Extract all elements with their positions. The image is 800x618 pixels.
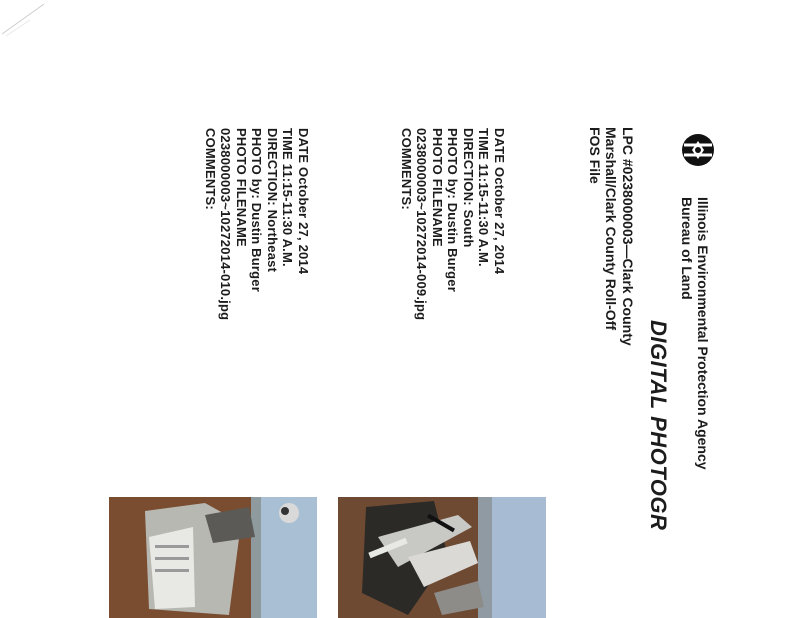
photo-filename-label: PHOTO FILENAME — [234, 128, 249, 247]
photo-comments: COMMENTS: — [399, 128, 414, 210]
photo-filename: 0238000003~10272014-009.jpg — [414, 128, 430, 321]
site-file: FOS File — [587, 127, 603, 184]
photo-time: TIME 11:15-11:30 A.M. — [280, 128, 296, 267]
photo-2-image — [109, 497, 317, 618]
agency-header — [679, 197, 711, 470]
photo-by: PHOTO by: Dustin Burger — [249, 128, 265, 292]
photo-filename: 0238000003~10272014-010.jpg — [218, 128, 234, 321]
bureau-name: Bureau of Land — [679, 197, 695, 300]
scan-mark — [0, 0, 60, 40]
photo-date: DATE October 27, 2014 — [492, 128, 507, 275]
photo-2-details — [203, 128, 312, 320]
photo-by: PHOTO by: Dustin Burger — [445, 128, 461, 292]
photo-1-details — [399, 128, 508, 320]
page-title: DIGITAL PHOTOGR — [646, 320, 671, 531]
photo-direction: DIRECTION: South — [461, 128, 476, 248]
photo-direction: DIRECTION: Northeast — [265, 128, 280, 273]
photo-time: TIME 11:15-11:30 A.M. — [476, 128, 492, 267]
site-info — [587, 127, 637, 346]
photo-comments: COMMENTS: — [203, 128, 218, 210]
site-lpc: LPC #0238000003—Clark County — [620, 127, 636, 346]
agency-name: Illinois Environmental Protection Agency — [695, 197, 711, 470]
photo-filename-label: PHOTO FILENAME — [430, 128, 445, 247]
photo-date: DATE October 27, 2014 — [296, 128, 311, 275]
photo-1-image — [338, 497, 546, 618]
site-name: Marshall/Clark County Roll-Off — [603, 127, 620, 331]
agency-seal-icon — [681, 133, 715, 167]
